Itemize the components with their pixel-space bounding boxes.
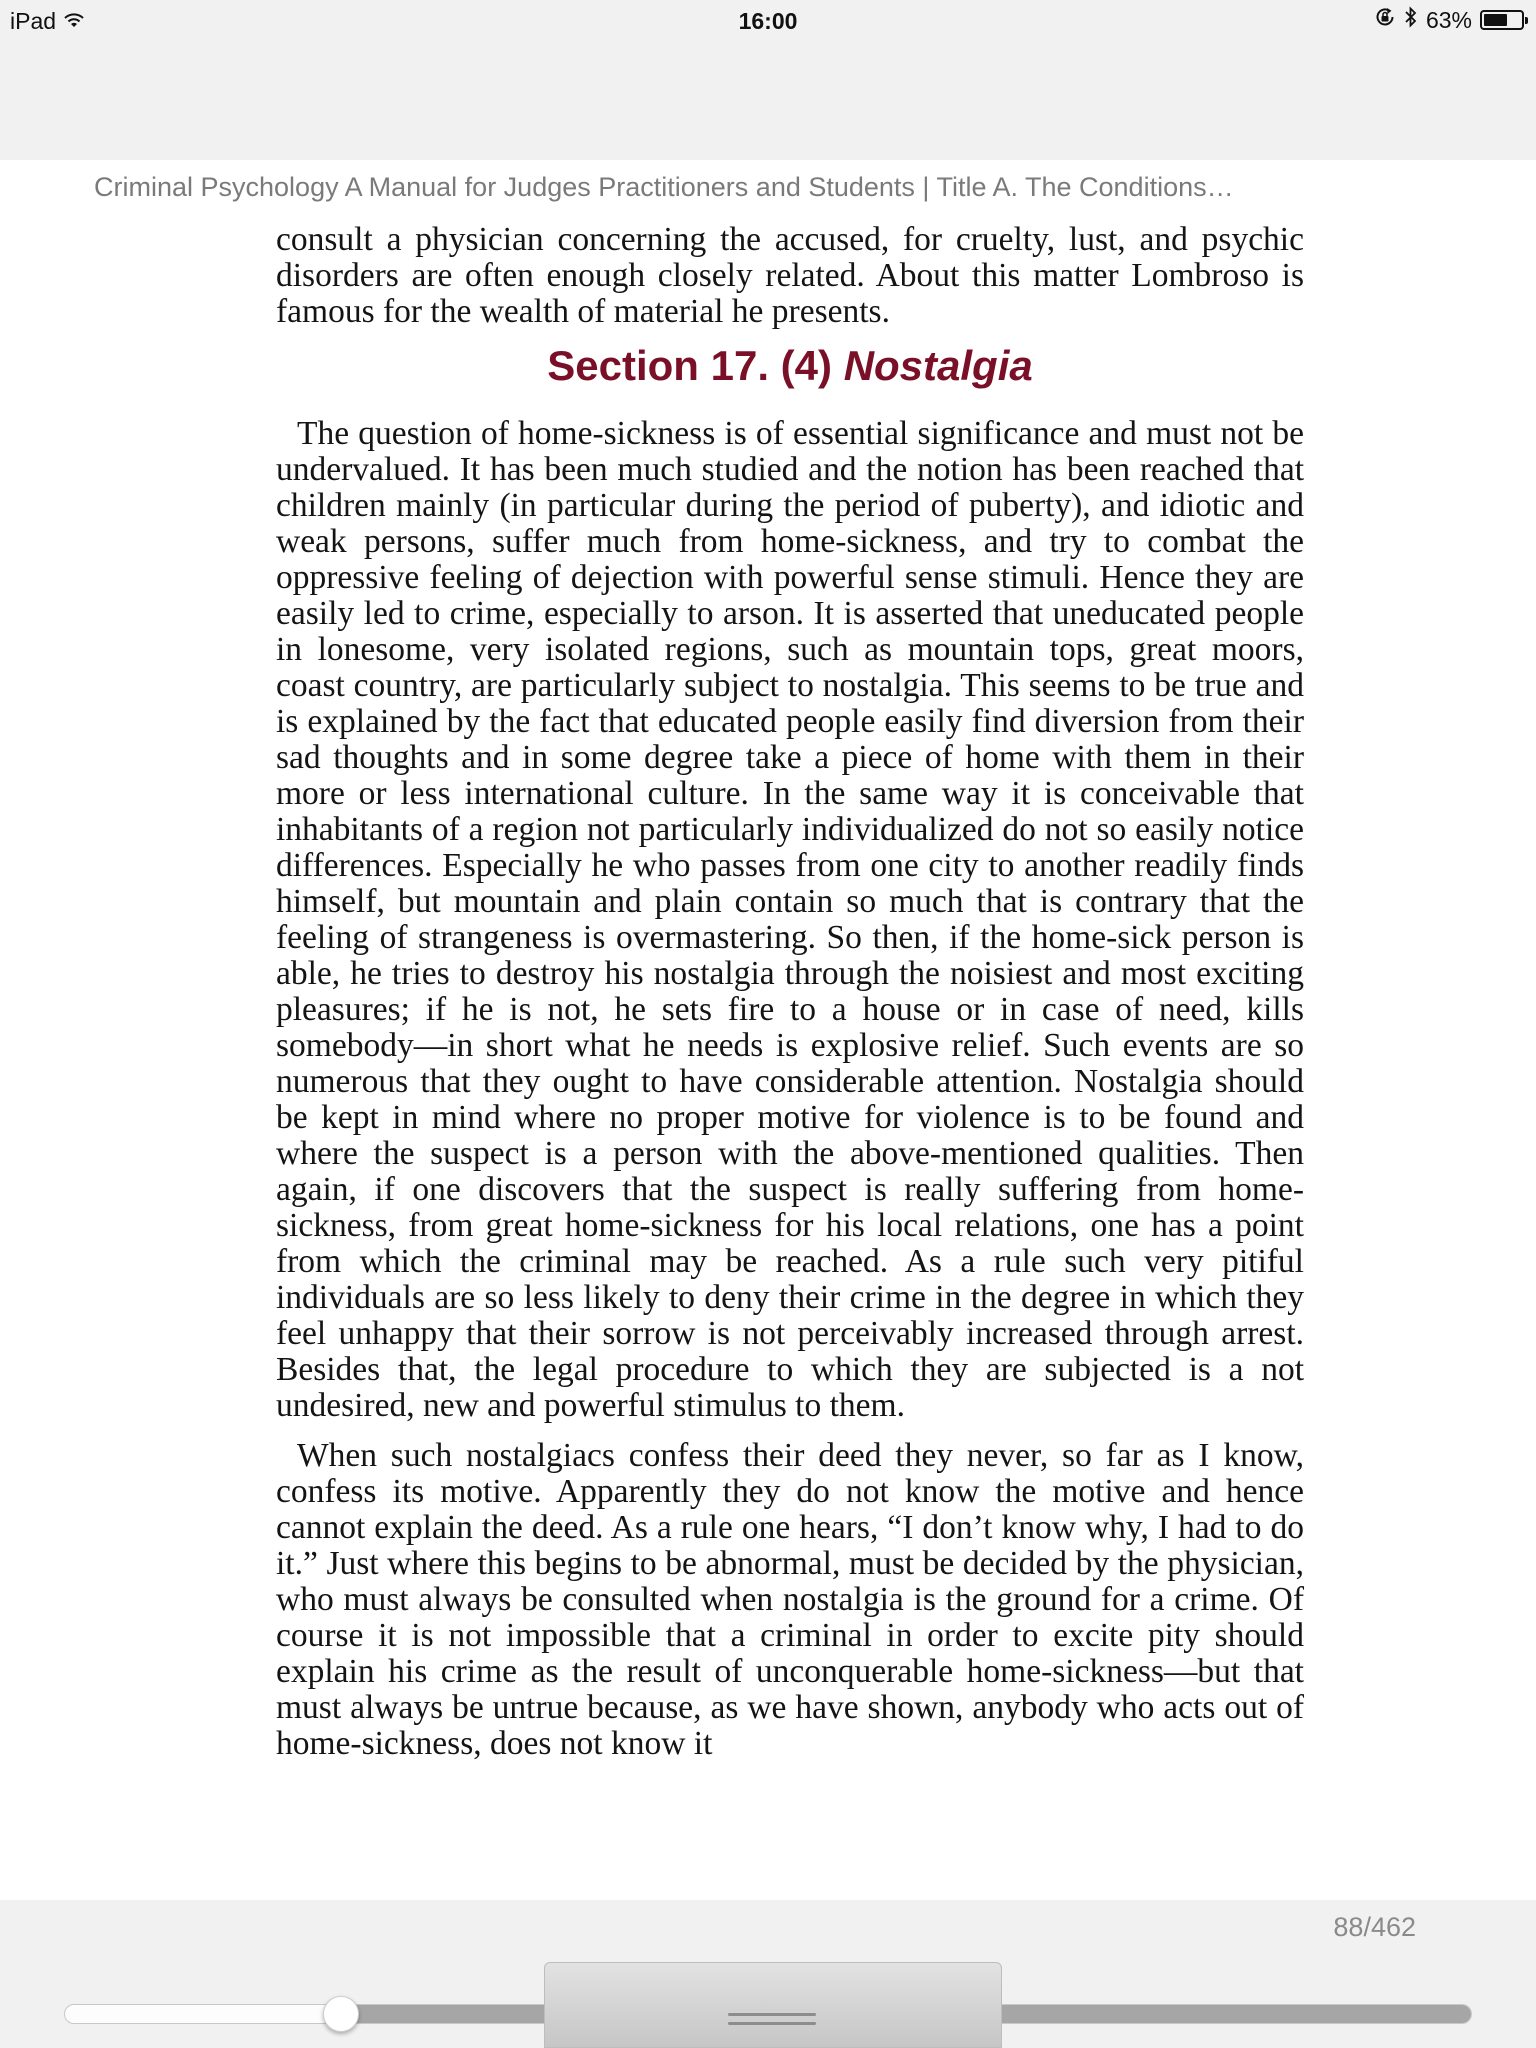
control-drawer-handle[interactable] — [544, 1962, 1002, 2048]
section-heading — [276, 340, 1304, 392]
clock: 16:00 — [738, 8, 798, 34]
section-title: Nostalgia — [843, 342, 1033, 389]
battery-level — [1484, 14, 1507, 26]
status-right — [1374, 6, 1524, 34]
rotation-lock-icon — [1374, 6, 1396, 34]
grip-icon — [728, 2013, 816, 2033]
text-column — [276, 222, 1304, 1762]
body-paragraph: The question of home-sickness is of essential significance and must not be undervalued. It has been much studied and the notion has been reached that children mainly (in particular during the period of puberty), and idiotic and weak persons, suffer much from home-sickness, and try to combat the oppressive feeling of dejection with powerful sense stimuli. Hence they are easily led to crime, especially to arson. It is asserted that uneducated people in lonesome, very isolated regions, such as mountain tops, great moors, coast country, are particularly subject to nostalgia. This seems to be true and is explained by the fact that educated people easily find diversion from their sad thoughts and in some degree take a piece of home with them in their more or less international culture. In the same way it is conceivable that inhabitants of a region not particularly individualized do not so easily notice differences. Especially he who passes from one city to another readily finds himself, but mountain and plain contain so much that is contrary that the feeling of strangeness is overmastering. So then, if the home-sick person is able, he tries to destroy his nostalgia through the noisiest and most exciting pleasures; if he is not, he sets fire to a house or in case of need, kills somebody—in short what he needs is explosive relief. Such events are so numerous that they ought to have considerable attention. Nostalgia should be kept in mind where no proper motive for violence is to be found and where the suspect is a person with the above-mentioned qualities. Then again, if one discovers that the suspect is really suffering from home-sickness, from great home-sickness for his local relations, one has a point from which the criminal may be reached. As a rule such very pitiful individuals are so less likely to deny their crime in the degree in which they feel unhappy that their sorrow is not perceivably increased through arrest. Besides that, the legal procedure to which they are subjected is a not undesired, new and powerful stimulus to them. — [276, 415, 1304, 1424]
battery-percentage: 63% — [1425, 6, 1472, 33]
bluetooth-icon — [1404, 6, 1418, 34]
running-header: Criminal Psychology A Manual for Judges Practitioners and Students | Title A. The Conditions… — [94, 172, 1234, 202]
status-bar — [0, 0, 1536, 40]
section-number: Section 17. (4) — [547, 342, 844, 389]
body-paragraph: When such nostalgiacs confess their deed they never, so far as I know, confess its motive. Apparently they do not know the motive and hence cannot explain the deed. As a rule one hears, “I don’t know why, I had to do it.” Just where this begins to be abnormal, must be decided by the physician, who must always be consulted when nostalgia is the ground for a crime. Of course it is not impossible that a criminal in order to excite pity should explain his crime as the result of unconquerable home-sickness—but that must always be untrue because, as we have shown, anybody who acts out of home-sickness, does not know it — [276, 1437, 1304, 1762]
device-name: iPad — [10, 8, 57, 34]
page-indicator: 88/462 — [1333, 1912, 1416, 1942]
book-page[interactable] — [0, 160, 1536, 1900]
scrubber-thumb[interactable] — [323, 1996, 359, 2032]
lead-paragraph: consult a physician concerning the accused, for cruelty, lust, and psychic disorders are often enough closely related. About this matter Lombroso is famous for the wealth of material he presents. — [276, 221, 1304, 330]
battery-nub — [1525, 17, 1528, 24]
battery-icon — [1480, 10, 1524, 30]
